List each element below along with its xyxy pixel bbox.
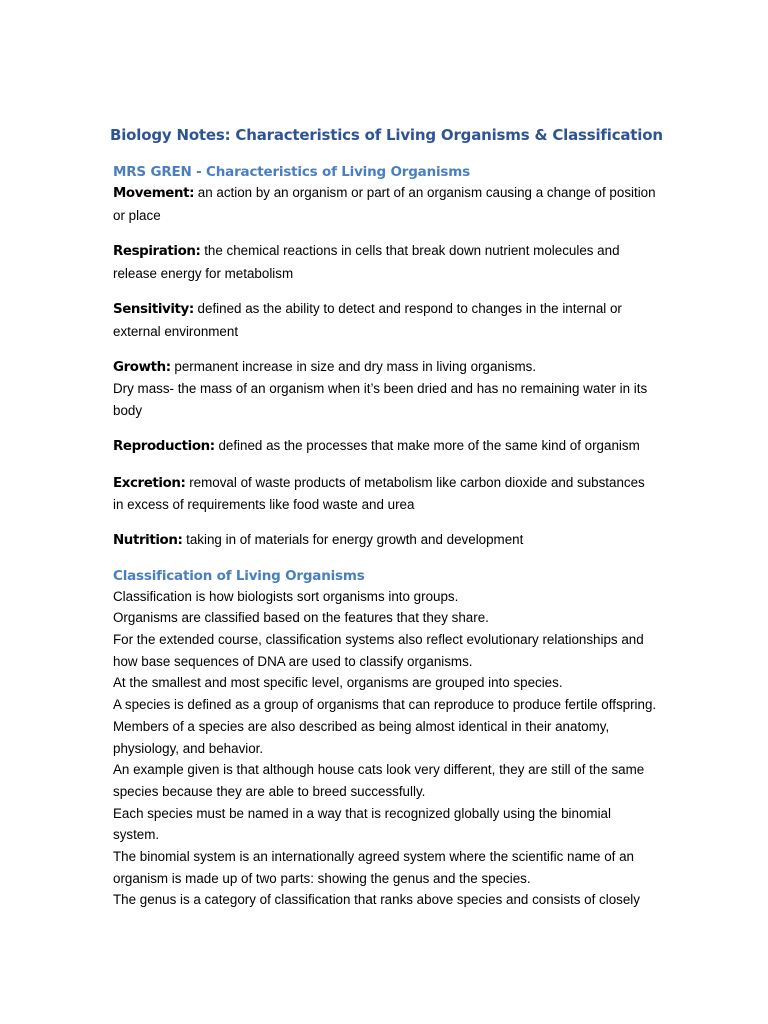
paragraph-line: Members of a species are also described as being almost identical in their anatomy, physiology, and behavior.: [113, 718, 610, 756]
paragraph-line: A species is defined as a group of organisms that can reproduce to produce fertile offspring.: [113, 697, 657, 713]
paragraph-line: Classification is how biologists sort organisms into groups.: [113, 588, 459, 604]
entry-sensitivity: [113, 298, 658, 342]
entry-term: Growth:: [113, 359, 171, 375]
entry-term: Movement:: [113, 186, 195, 201]
entry-definition: an action by an organism or part of an organism causing a change of position or place: [113, 185, 656, 223]
entry-term: Sensitivity:: [113, 301, 194, 317]
paragraph-line: Organisms are classified based on the features that they share.: [113, 610, 489, 626]
entry-growth: [113, 356, 658, 422]
entry-movement: [113, 182, 658, 226]
entry-reproduction: [113, 435, 658, 458]
entry-nutrition: [113, 529, 658, 552]
section-heading-characteristics: MRS GREN - Characteristics of Living Organisms: [113, 164, 470, 180]
paragraph-line: At the smallest and most specific level, organisms are grouped into species.: [113, 675, 563, 691]
entry-definition: defined as the processes that make more of the same kind of organism: [214, 438, 640, 454]
document-title: Biology Notes: Characteristics of Living Organisms & Classification: [110, 126, 663, 144]
entry-definition: permanent increase in size and dry mass in living organisms.: [170, 358, 537, 374]
paragraph-line: An example given is that although house cats look very different, they are still of the same species because they are able to breed successfully.: [113, 762, 645, 799]
entry-definition: removal of waste products of metabolism like carbon dioxide and substances in excess of requirements like food waste and urea: [113, 474, 645, 513]
paragraph-line: For the extended course, classification systems also reflect evolutionary relationships and how base sequences of DNA are used to classify organisms.: [113, 632, 644, 669]
paragraph-line: The genus is a category of classification that ranks above species and consists of closely: [113, 892, 640, 908]
entry-term: Nutrition:: [113, 533, 183, 549]
entry-excretion: [113, 472, 658, 516]
entry-definition: taking in of materials for energy growth and development: [182, 532, 524, 548]
paragraph-line: Each species must be named in a way that is recognized globally using the binomial system.: [113, 805, 611, 843]
section-heading-classification: Classification of Living Organisms: [113, 567, 365, 584]
entry-extra-note: Dry mass- the mass of an organism when it’s been dried and has no remaining water in its body: [113, 381, 648, 419]
entry-definition: defined as the ability to detect and respond to changes in the internal or external environment: [113, 300, 622, 339]
entry-respiration: [113, 240, 658, 284]
paragraph-line: The binomial system is an internationally agreed system where the scientific name of an organism is made up of two parts: showing the genus and the species.: [113, 849, 634, 886]
document-page: [110, 124, 663, 911]
entry-term: Reproduction:: [113, 439, 215, 455]
entry-definition: the chemical reactions in cells that break down nutrient molecules and release energy for metabolism: [113, 242, 620, 281]
entry-term: Excretion:: [113, 475, 186, 491]
entry-term: Respiration:: [113, 243, 201, 259]
